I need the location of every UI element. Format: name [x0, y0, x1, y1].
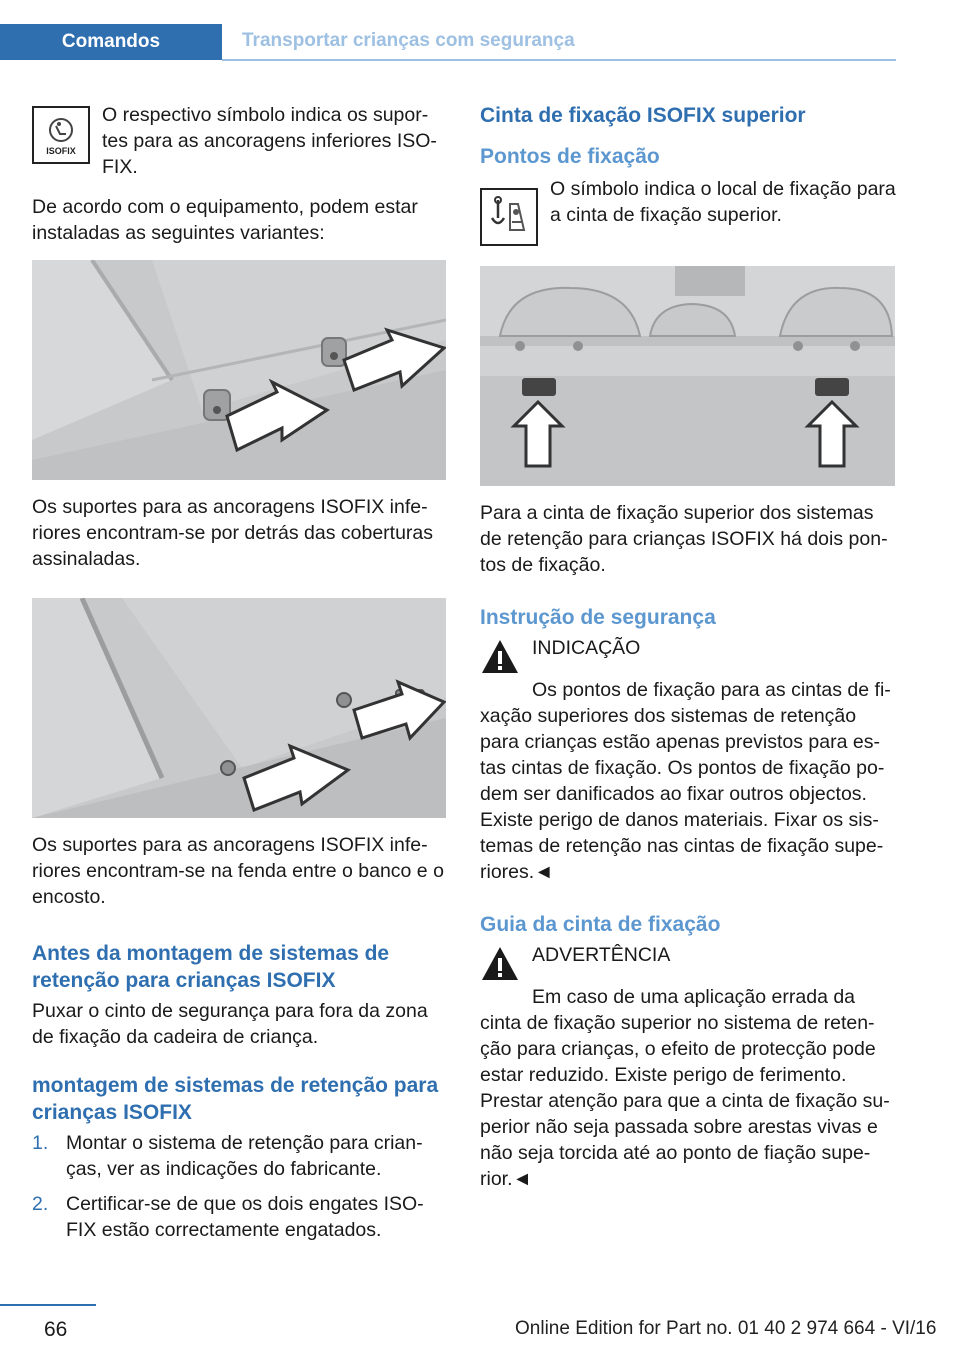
header-rule	[222, 59, 896, 61]
isofix-symbol-icon	[32, 106, 90, 164]
caption-covers: Os suportes para as ancoragens ISOFIX infe-riores encontram-se por detrás das coberturas assinaladas.	[32, 496, 434, 570]
heading-mounting: montagem de sistemas de retenção para crianças ISOFIX	[32, 1074, 439, 1124]
page-header	[0, 0, 960, 62]
isofix-symbol-text: O respectivo símbolo indica os supor-tes para as ancoragens inferiores ISO-FIX.	[102, 104, 437, 178]
list-item	[32, 1130, 450, 1182]
edition-note: Online Edition for Part no. 01 40 2 974 664 - VI/16	[515, 1318, 937, 1339]
note-label: INDICAÇÃO	[532, 637, 641, 659]
right-column	[480, 96, 898, 1192]
step-text: Certificar-se de que os dois engates ISO-FIX estão correctamente engatados.	[66, 1193, 424, 1241]
photo-anchor-gap	[32, 598, 446, 818]
tether-symbol-note	[480, 174, 898, 246]
tether-symbol-text: O símbolo indica o local de fixação para a cinta de fixação superior.	[550, 178, 896, 226]
isofix-symbol-label: ISOFIX	[46, 146, 76, 156]
anchor-points-text: Para a cinta de fixação superior dos sistemas de retenção para crianças ISOFIX há dois pon-tos de fixação.	[480, 502, 888, 576]
photo-top-tether-points	[480, 266, 895, 486]
footer-rule	[0, 1304, 96, 1306]
note-block	[480, 635, 898, 677]
note-text: Os pontos de fixação para as cintas de fi-xação superiores dos sistemas de retenção para crianças estão apenas previstos para es-tas cintas de fixação. Os pontos de fixação po-dem ser danificados ao fixar outros objectos. Existe perigo de danos materiais. Fixar os sis-temas de retenção nas cintas de fixação supe-riores.◄	[480, 679, 891, 883]
heading-before-mounting: Antes da montagem de sistemas de retenção para crianças ISOFIX	[32, 942, 390, 992]
warning-triangle-icon	[480, 944, 520, 984]
step-number: 1.	[32, 1132, 49, 1154]
list-item	[32, 1191, 450, 1243]
section-tab: Comandos	[0, 24, 222, 60]
step-number: 2.	[32, 1193, 49, 1215]
subheading-tether-guide: Guia da cinta de fixação	[480, 913, 721, 936]
mounting-steps	[32, 1130, 450, 1243]
step-text: Montar o sistema de retenção para crian-ças, ver as indicações do fabricante.	[66, 1132, 423, 1180]
subheading-anchor-points: Pontos de fixação	[480, 145, 660, 168]
before-mounting-text: Puxar o cinto de segurança para fora da zona de fixação da cadeira de criança.	[32, 1000, 428, 1048]
warning-block	[480, 942, 898, 984]
variants-intro: De acordo com o equipamento, podem estar instaladas as seguintes variantes:	[32, 196, 418, 244]
tether-anchor-icon	[480, 188, 538, 246]
warning-text: Em caso de uma aplicação errada da cinta de fixação superior no sistema de reten-ção para crianças, o efeito de protecção pode estar reduzido. Existe perigo de ferimento. Prestar atenção para que a cinta de fixação su-perior não seja passada sobre arestas vivas e não seja torcida até ao ponto de fiação supe-rior.◄	[480, 986, 890, 1190]
photo-anchor-covers	[32, 260, 446, 480]
caption-gap: Os suportes para as ancoragens ISOFIX infe-riores encontram-se na fenda entre o banco e o encosto.	[32, 834, 444, 908]
heading-top-tether: Cinta de fixação ISOFIX superior	[480, 104, 806, 127]
subheading-safety: Instrução de segurança	[480, 606, 716, 629]
page-number: 66	[44, 1318, 68, 1341]
left-column	[32, 96, 450, 1252]
warning-triangle-icon	[480, 637, 520, 677]
chapter-title: Transportar crianças com segurança	[242, 30, 575, 51]
isofix-symbol-note	[32, 96, 450, 180]
warning-label: ADVERTÊNCIA	[532, 944, 671, 966]
